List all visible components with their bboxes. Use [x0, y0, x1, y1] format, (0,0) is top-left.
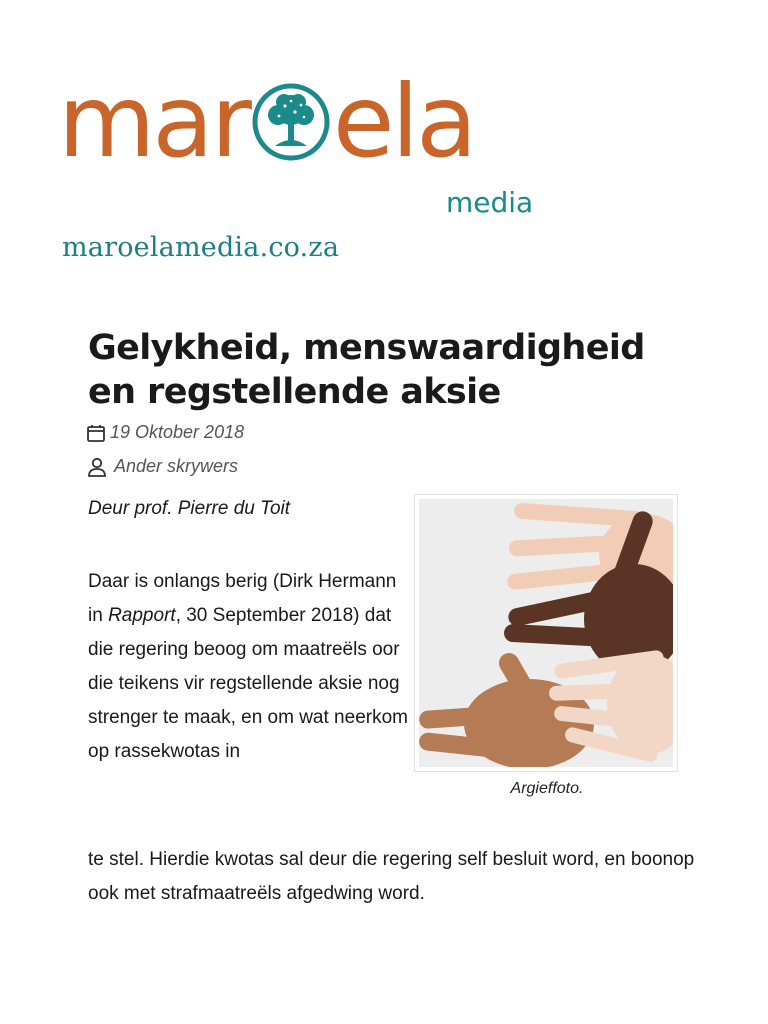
image-caption: Argieffoto. — [510, 780, 584, 797]
maroela-tree-icon — [251, 68, 331, 148]
article-author-text[interactable]: Ander skrywers — [114, 456, 239, 476]
logo-word-right: ela — [332, 63, 475, 180]
logo-wordmark — [58, 62, 474, 182]
body-text-part: , 30 September 2018) dat die regering beoog om maatreëls oor die teikens vir regstellende aksie nog strenger te maak, en om wat neerkom op rassekwotas in — [88, 605, 408, 762]
article-title: Gelykheid, menswaardigheid en regstellende aksie — [88, 328, 645, 412]
article-photo[interactable] — [414, 494, 678, 772]
logo-media-text: media — [446, 186, 534, 219]
logo-word-left: mar — [58, 63, 249, 180]
body-text-part: Daar is onlangs berig (Dirk Hermann in — [88, 571, 397, 626]
article-body-paragraph — [88, 565, 408, 769]
publication-name: Rapport — [108, 605, 176, 626]
person-icon — [86, 457, 108, 477]
site-url[interactable]: maroelamedia.co.za — [62, 232, 340, 263]
article-author[interactable] — [86, 456, 238, 477]
maroela-media-logo[interactable] — [58, 62, 538, 222]
article-byline: Deur prof. Pierre du Toit — [88, 498, 291, 519]
calendar-icon — [86, 423, 106, 443]
article-date — [86, 422, 244, 443]
article-figure — [414, 494, 680, 798]
article-body-continued: te stel. Hierdie kwotas sal deur die regering self besluit word, en boonop ook met strafmaatreëls afgedwing word. — [88, 849, 695, 904]
article-date-text: 19 Oktober 2018 — [110, 422, 245, 442]
